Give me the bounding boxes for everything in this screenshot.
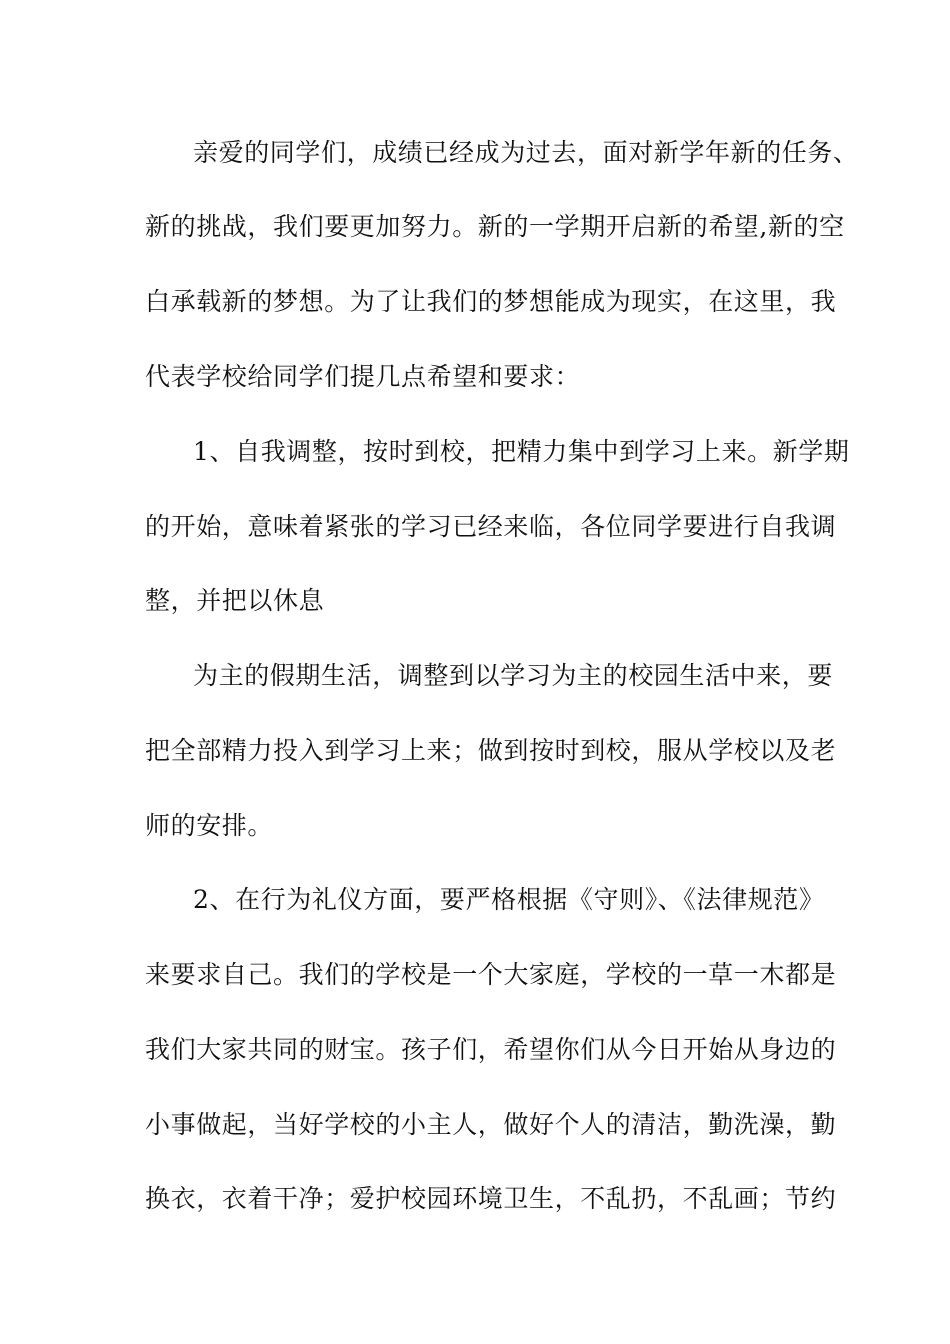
paragraph-4-line-4: 小事做起，当好学校的小主人，做好个人的清洁，勤洗澡，勤 [145,1110,837,1139]
paragraph-2-line-2: 的开始，意味着紧张的学习已经来临，各位同学要进行自我调 [145,512,837,541]
paragraph-1-line-1: 亲爱的同学们，成绩已经成为过去，面对新学年新的任务、 [193,138,859,167]
paragraph-1-line-3: 白承载新的梦想。为了让我们的梦想能成为现实，在这里，我 [145,287,837,316]
paragraph-4-line-3: 我们大家共同的财宝。孩子们，希望你们从今日开始从身边的 [145,1035,837,1064]
paragraph-4-line-2: 来要求自己。我们的学校是一个大家庭，学校的一草一木都是 [145,960,837,989]
paragraph-2-line-3: 整，并把以休息 [145,586,325,615]
paragraph-4-line-1: 2、在行为礼仪方面，要严格根据《守则》、《法律规范》 [193,885,825,914]
paragraph-3-line-2: 把全部精力投入到学习上来；做到按时到校，服从学校以及老 [145,736,837,765]
paragraph-1-line-4: 代表学校给同学们提几点希望和要求： [145,362,581,391]
paragraph-3-line-1: 为主的假期生活，调整到以学习为主的校园生活中来，要 [193,661,834,690]
paragraph-1-line-2: 新的挑战，我们要更加努力。新的一学期开启新的希望,新的空 [145,212,845,241]
paragraph-3-line-3: 师的安排。 [145,811,274,840]
paragraph-4-line-5: 换衣，衣着干净；爱护校园环境卫生，不乱扔，不乱画；节约 [145,1184,837,1213]
paragraph-2-line-1: 1、自我调整，按时到校，把精力集中到学习上来。新学期 [193,437,850,466]
